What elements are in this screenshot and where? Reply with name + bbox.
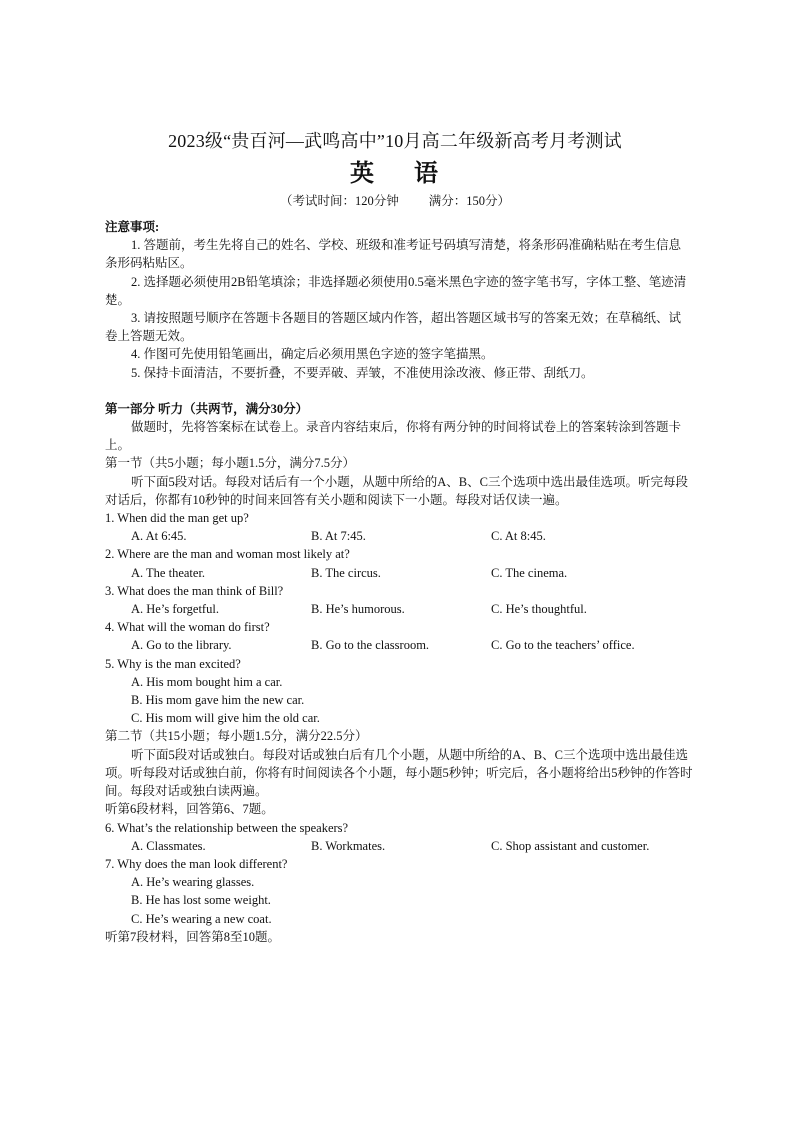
option-c: C. Shop assistant and customer.: [491, 838, 650, 853]
option-b: B. At 7:45.: [311, 529, 366, 544]
option-b: B. Go to the classroom.: [311, 638, 430, 653]
notice-heading: 注意事项:: [105, 220, 160, 234]
section2-instructions: 听下面5段对话或独白。每段对话或独白后有几个小题，从题中所给的A、B、C三个选项中选出最佳选项。听每段对话或独白前，你将有时间阅读各个小题，每小题5秒钟；听完后，各小题将给出5秒钟的作答时间。每段对话或独白读两遍。: [105, 747, 693, 799]
option-a: A. His mom bought him a car.: [131, 674, 283, 689]
option-a: A. Classmates.: [131, 838, 206, 853]
option-c: C. He’s thoughtful.: [491, 602, 587, 617]
notice-item: 5. 保持卡面清洁，不要折叠，不要弄破、弄皱，不准使用涂改液、修正带、刮纸刀。: [131, 365, 594, 380]
material-note: 听第7段材料，回答第8至10题。: [105, 929, 281, 944]
exam-meta: [97, 192, 693, 210]
option-c: C. Go to the teachers’ office.: [491, 638, 635, 653]
option-c: C. He’s wearing a new coat.: [131, 911, 272, 926]
option-c: C. His mom will give him the old car.: [131, 711, 320, 726]
question-options: [105, 636, 693, 654]
question-options: [105, 564, 693, 582]
option-c: C. At 8:45.: [491, 529, 546, 544]
option-c: C. The cinema.: [491, 565, 568, 580]
exam-page: [105, 128, 693, 946]
part1-intro: 做题时，先将答案标在试卷上。录音内容结束后，你将有两分钟的时间将试卷上的答案转涂到答题卡上。: [105, 420, 682, 453]
material-note: 听第6段材料，回答第6、7题。: [105, 802, 274, 817]
exam-score: 满分：150分）: [428, 194, 511, 208]
notice-item: 2. 选择题必须使用2B铅笔填涂；非选择题必须使用0.5毫米黑色字迹的签字笔书写，字体工整、笔迹清楚。: [105, 274, 687, 307]
option-b: B. The circus.: [311, 565, 381, 580]
option-a: A. He’s wearing glasses.: [131, 875, 255, 890]
question-text: 5. Why is the man excited?: [105, 656, 241, 671]
question-text: 1. When did the man get up?: [105, 511, 249, 526]
notice-item: 4. 作图可先使用铅笔画出，确定后必须用黑色字迹的签字笔描黑。: [131, 347, 494, 362]
option-b: B. He has lost some weight.: [131, 893, 271, 908]
option-a: A. He’s forgetful.: [131, 602, 219, 617]
question-text: 3. What does the man think of Bill?: [105, 583, 284, 598]
question-text: 4. What will the woman do first?: [105, 620, 270, 635]
question-text: 7. Why does the man look different?: [105, 856, 288, 871]
section2-heading: 第二节（共15小题；每小题1.5分，满分22.5分）: [105, 729, 368, 744]
exam-title: 2023级“贵百河—武鸣高中”10月高二年级新高考月考测试: [168, 131, 622, 151]
section1-instructions: 听下面5段对话。每段对话后有一个小题，从题中所给的A、B、C三个选项中选出最佳选项。听完每段对话后，你都有10秒钟的时间来回答有关小题和阅读下一小题。每段对话仅读一遍。: [105, 474, 688, 507]
option-a: A. Go to the library.: [131, 638, 232, 653]
question-options: [105, 527, 693, 545]
part1-heading: 第一部分 听力（共两节，满分30分）: [105, 401, 309, 416]
option-a: A. The theater.: [131, 565, 206, 580]
notice-item: 1. 答题前，考生先将自己的姓名、学校、班级和准考证号码填写清楚，将条形码准确粘贴在考生信息条形码粘贴区。: [105, 238, 682, 271]
option-b: B. He’s humorous.: [311, 602, 405, 617]
exam-time: （考试时间：120分钟: [279, 194, 399, 208]
option-b: B. Workmates.: [311, 838, 386, 853]
option-b: B. His mom gave him the new car.: [131, 693, 305, 708]
subject-char-1: 英: [350, 161, 374, 187]
question-text: 6. What’s the relationship between the speakers?: [105, 820, 349, 835]
subject-title: [95, 158, 693, 190]
question-options: [105, 600, 693, 618]
notice-item: 3. 请按照题号顺序在答题卡各题目的答题区域内作答，超出答题区域书写的答案无效；在草稿纸、试卷上答题无效。: [105, 311, 682, 344]
question-text: 2. Where are the man and woman most likely at?: [105, 547, 350, 562]
option-a: A. At 6:45.: [131, 529, 187, 544]
section1-heading: 第一节（共5小题；每小题1.5分，满分7.5分）: [105, 456, 356, 471]
subject-char-2: 语: [414, 161, 438, 187]
question-options: [105, 837, 693, 855]
